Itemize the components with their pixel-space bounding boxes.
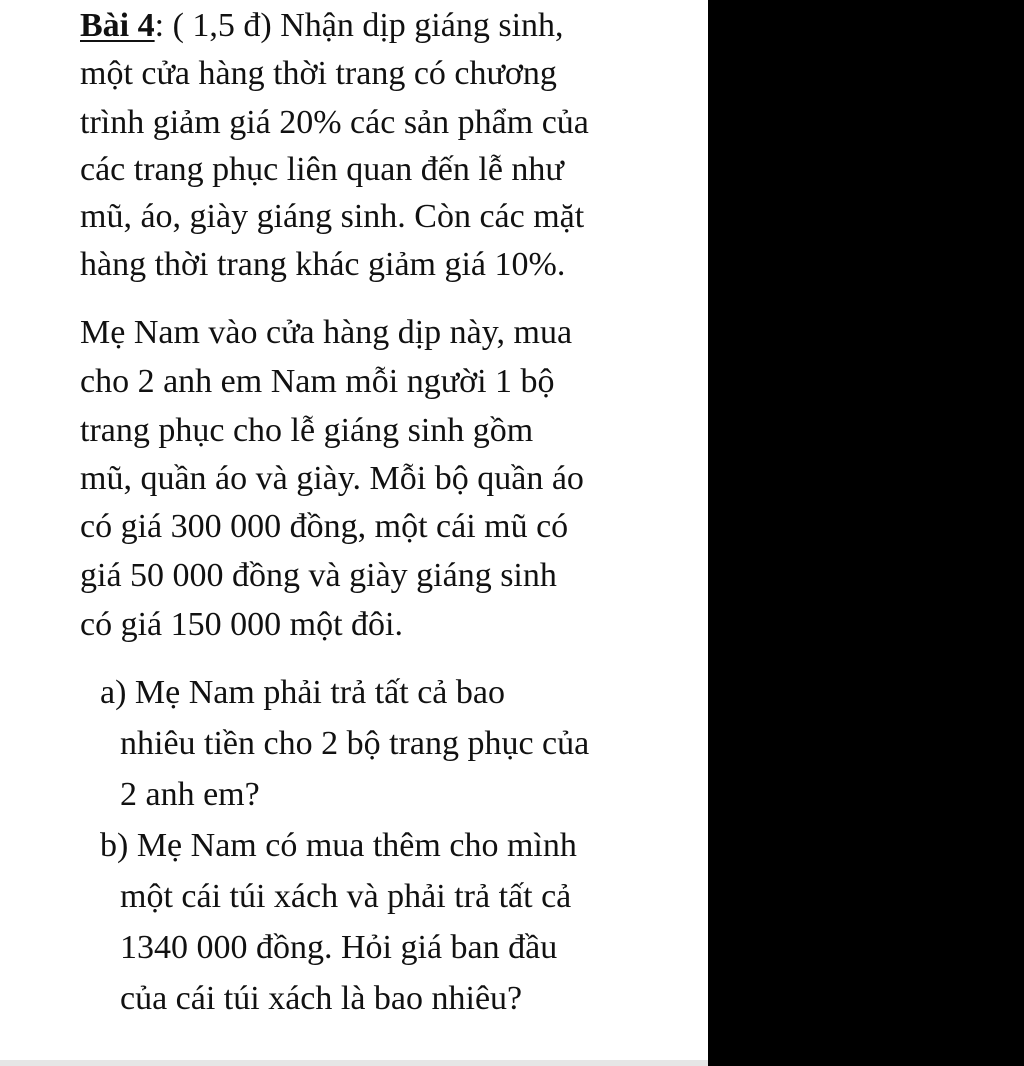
problem-title-rest: : ( 1,5 đ) Nhận dịp giáng sinh, <box>154 7 564 44</box>
question-b-line: 1340 000 đồng. Hỏi giá ban đầu <box>120 929 558 966</box>
problem-title-line <box>80 6 564 46</box>
question-a-line: nhiêu tiền cho 2 bộ trang phục của <box>120 725 590 762</box>
question-b-line: b) Mẹ Nam có mua thêm cho mình <box>100 827 577 864</box>
black-side-panel <box>708 0 1024 1066</box>
paragraph2-line: có giá 300 000 đồng, một cái mũ có <box>80 508 569 545</box>
page-bottom-edge <box>0 1060 708 1066</box>
paragraph1-line: một cửa hàng thời trang có chương <box>80 55 557 92</box>
paragraph2-line: mũ, quần áo và giày. Mỗi bộ quần áo <box>80 460 584 497</box>
paragraph1-line: trình giảm giá 20% các sản phẩm của <box>80 104 589 141</box>
paragraph1-line: hàng thời trang khác giảm giá 10%. <box>80 246 566 283</box>
question-b-line: của cái túi xách là bao nhiêu? <box>120 980 523 1017</box>
paragraph2-line: trang phục cho lễ giáng sinh gồm <box>80 412 534 449</box>
paragraph1-line: các trang phục liên quan đến lễ như <box>80 151 564 188</box>
paragraph1-line: mũ, áo, giày giáng sinh. Còn các mặt <box>80 198 585 235</box>
paragraph2-line: cho 2 anh em Nam mỗi người 1 bộ <box>80 363 555 400</box>
paragraph2-line: Mẹ Nam vào cửa hàng dịp này, mua <box>80 314 573 351</box>
problem-title-label: Bài 4 <box>80 7 155 44</box>
paragraph2-line: có giá 150 000 một đôi. <box>80 606 403 643</box>
question-b-line: một cái túi xách và phải trả tất cả <box>120 878 572 915</box>
paragraph2-line: giá 50 000 đồng và giày giáng sinh <box>80 557 557 594</box>
question-a-line: a) Mẹ Nam phải trả tất cả bao <box>100 674 505 711</box>
question-a-line: 2 anh em? <box>120 776 260 813</box>
